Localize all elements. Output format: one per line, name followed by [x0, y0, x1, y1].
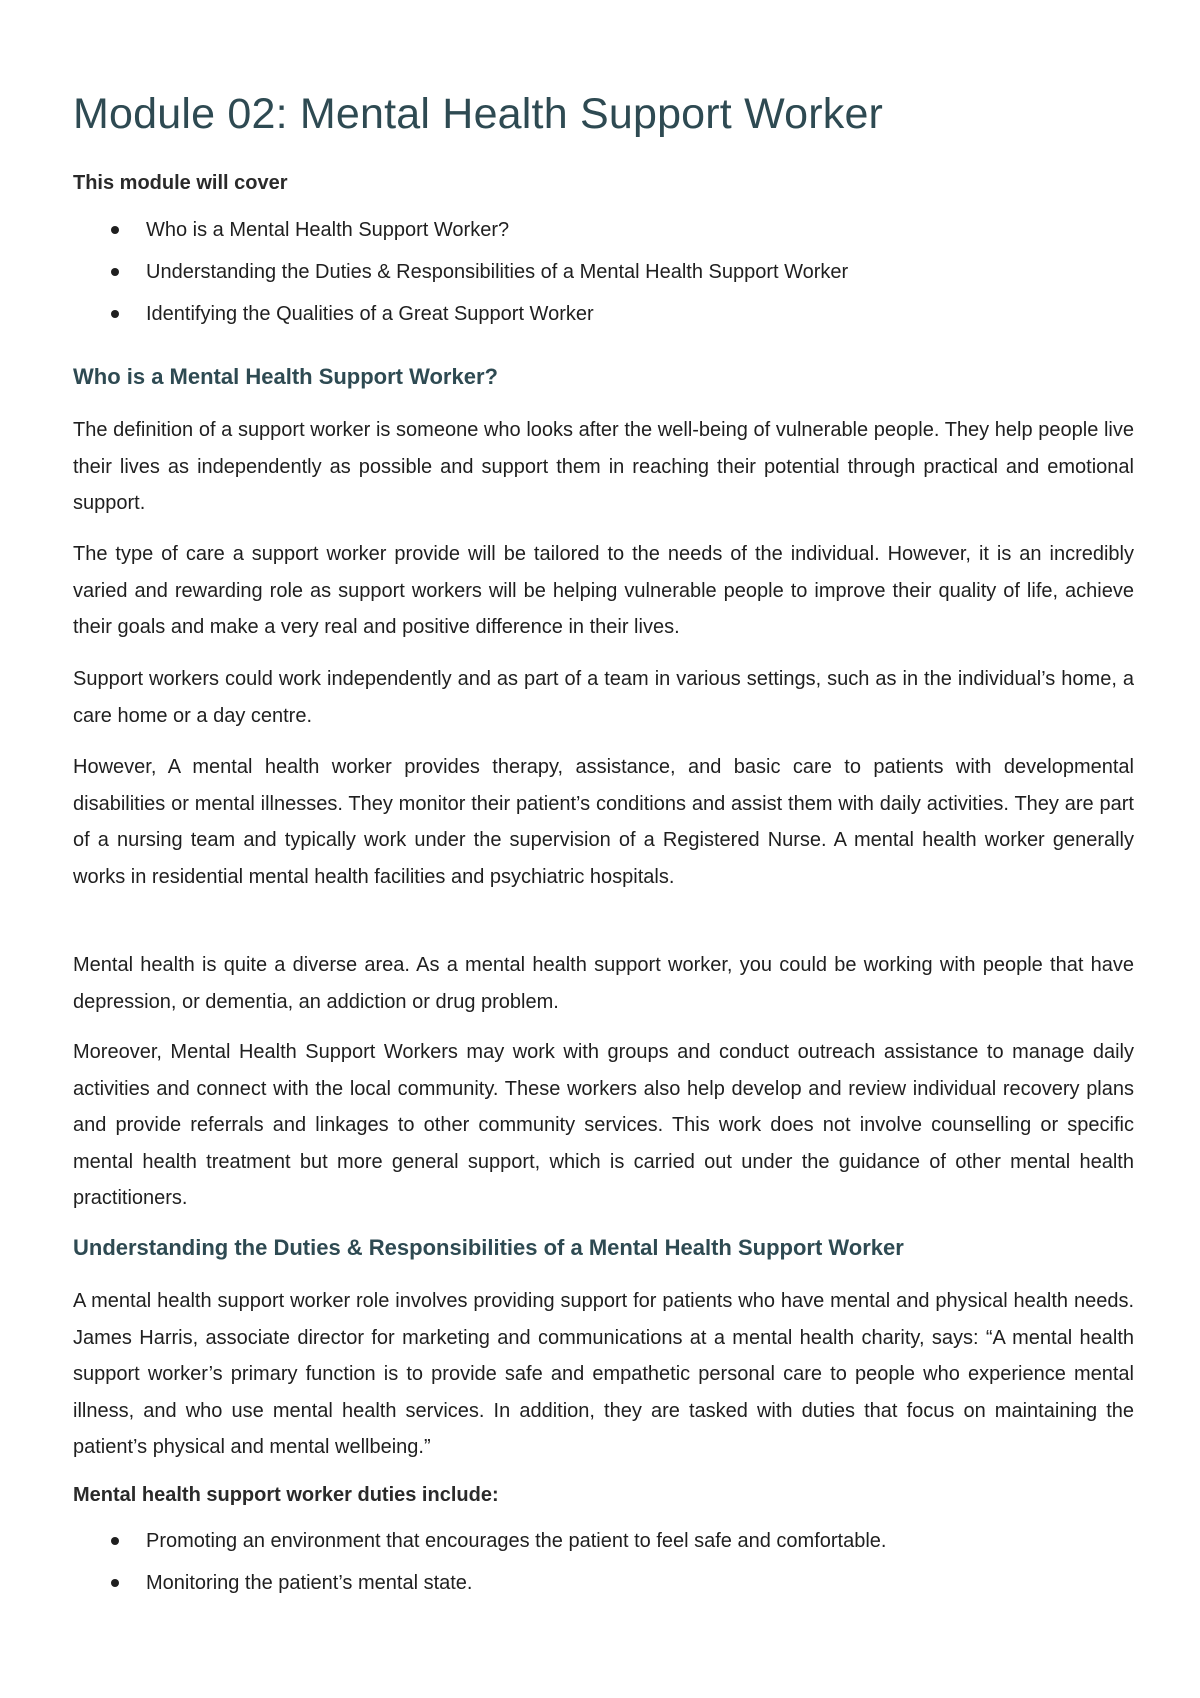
duties-label: Mental health support worker duties include:	[73, 1484, 499, 1506]
paragraph: The definition of a support worker is someone who looks after the well-being of vulnerable people. They help people live their lives as independently as possible and support them in reaching their potential through practical and emotional support.	[73, 419, 1134, 514]
paragraph: The type of care a support worker provide will be tailored to the needs of the individual. However, it is an incredibly varied and rewarding role as support workers will be helping vulnerable people to improve their quality of life, achieve their goals and make a very real and positive difference in their lives.	[73, 543, 1134, 638]
paragraph: Moreover, Mental Health Support Workers may work with groups and conduct outreach assistance to manage daily activities and connect with the local community. These workers also help develop and review individual recovery plans and provide referrals and linkages to other community services. This work does not involve counselling or specific mental health treatment but more general support, which is carried out under the guidance of other mental health practitioners.	[73, 1041, 1134, 1209]
bullet-icon	[111, 1537, 119, 1545]
bullet-icon	[111, 1579, 119, 1587]
bullet-icon	[111, 268, 119, 276]
paragraph: A mental health support worker role involves providing support for patients who have mental and physical health needs. James Harris, associate director for marketing and communications at a mental health charity, says: “A mental health support worker’s primary function is to provide safe and empathetic personal care to people who experience mental illness, and who use mental health services. In addition, they are tasked with duties that focus on maintaining the patient’s physical and mental wellbeing.”	[73, 1290, 1134, 1458]
bullet-icon	[111, 310, 119, 318]
paragraph: Support workers could work independently and as part of a team in various settings, such as in the individual’s home, a care home or a day centre.	[73, 668, 1134, 727]
section-heading-duties: Understanding the Duties & Responsibilities of a Mental Health Support Worker	[73, 1235, 904, 1260]
duties-list	[73, 1520, 1134, 1604]
list-item: Identifying the Qualities of a Great Support Worker	[73, 293, 1134, 335]
list-item: Promoting an environment that encourages the patient to feel safe and comfortable.	[73, 1520, 1134, 1562]
cover-list	[73, 209, 1134, 335]
page-title: Module 02: Mental Health Support Worker	[73, 90, 884, 138]
bullet-icon	[111, 226, 119, 234]
section-heading-who: Who is a Mental Health Support Worker?	[73, 364, 498, 389]
paragraph: Mental health is quite a diverse area. As a mental health support worker, you could be working with people that have depression, or dementia, an addiction or drug problem.	[73, 954, 1134, 1013]
paragraph: However, A mental health worker provides therapy, assistance, and basic care to patients with developmental disabilities or mental illnesses. They monitor their patient’s conditions and assist them with daily activities. They are part of a nursing team and typically work under the supervision of a Registered Nurse. A mental health worker generally works in residential mental health facilities and psychiatric hospitals.	[73, 756, 1134, 888]
list-item: Understanding the Duties & Responsibilities of a Mental Health Support Worker	[73, 251, 1134, 293]
list-item: Monitoring the patient’s mental state.	[73, 1562, 1134, 1604]
module-intro: This module will cover	[73, 172, 288, 194]
list-item: Who is a Mental Health Support Worker?	[73, 209, 1134, 251]
